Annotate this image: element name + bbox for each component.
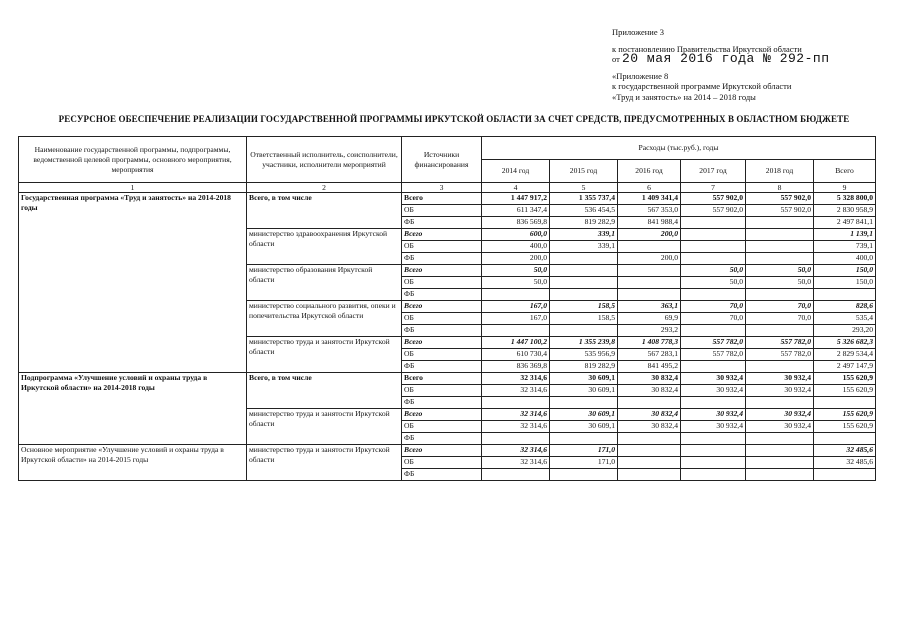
col-number: 4 [482,183,550,193]
col-header-expenses: Расходы (тыс.руб.), годы [482,137,876,160]
source-cell: ФБ [402,397,482,409]
value-cell: 70,0 [746,301,814,313]
value-cell: 1 355 737,4 [550,193,618,205]
value-cell: 1 447 917,2 [482,193,550,205]
year-header: 2017 год [681,160,746,183]
value-cell [814,469,876,481]
value-cell: 536 454,5 [550,205,618,217]
value-cell [550,277,618,289]
executor-cell: министерство труда и занятости Иркутской области [247,409,402,445]
value-cell [482,469,550,481]
value-cell [618,469,681,481]
value-cell [550,433,618,445]
value-cell: 339,1 [550,241,618,253]
value-cell: 32 314,6 [482,457,550,469]
value-cell [746,217,814,229]
value-cell: 30 932,4 [746,409,814,421]
value-cell [681,217,746,229]
value-cell: 50,0 [746,265,814,277]
source-cell: ОБ [402,421,482,433]
value-cell [618,433,681,445]
value-cell [618,265,681,277]
value-cell [746,289,814,301]
value-cell [482,397,550,409]
col-number: 6 [618,183,681,193]
value-cell: 30 609,1 [550,385,618,397]
value-cell [482,325,550,337]
value-cell: 30 932,4 [746,385,814,397]
col-number: 3 [402,183,482,193]
value-cell: 32 314,6 [482,409,550,421]
table-row [19,373,876,385]
executor-cell: министерство образования Иркутской области [247,265,402,301]
value-cell: 32 485,6 [814,445,876,457]
value-cell [746,469,814,481]
value-cell: 167,0 [482,301,550,313]
year-header: 2015 год [550,160,618,183]
value-cell: 30 609,1 [550,373,618,385]
resolution-ref: к постановлению Правительства Иркутской области [612,43,802,54]
value-cell: 828,6 [814,301,876,313]
value-cell: 1 139,1 [814,229,876,241]
value-cell: 400,0 [814,253,876,265]
value-cell: 155 620,9 [814,421,876,433]
value-cell [681,445,746,457]
value-cell [681,457,746,469]
value-cell [681,289,746,301]
value-cell [746,433,814,445]
value-cell [482,289,550,301]
value-cell [550,265,618,277]
value-cell: 567 353,0 [618,205,681,217]
value-cell: 50,0 [482,265,550,277]
value-cell: 535,4 [814,313,876,325]
value-cell: 557 902,0 [681,193,746,205]
value-cell [746,325,814,337]
source-cell: ОБ [402,205,482,217]
source-cell: Всего [402,265,482,277]
value-cell [681,241,746,253]
value-cell: 200,0 [482,253,550,265]
value-cell: 32 314,6 [482,385,550,397]
value-cell: 171,0 [550,445,618,457]
value-cell [618,397,681,409]
appendix-header [612,27,830,102]
value-cell: 557 902,0 [681,205,746,217]
value-cell: 155 620,9 [814,373,876,385]
table-row [19,445,876,457]
value-cell: 30 609,1 [550,409,618,421]
source-cell: Всего [402,229,482,241]
value-cell: 158,5 [550,313,618,325]
value-cell: 2 829 534,4 [814,349,876,361]
col-number: 9 [814,183,876,193]
source-cell: ФБ [402,217,482,229]
value-cell: 2 830 958,9 [814,205,876,217]
value-cell: 557 782,0 [681,337,746,349]
appendix8-label: «Приложение 8 [612,70,669,81]
order-from: от [612,54,620,64]
value-cell: 32 314,6 [482,373,550,385]
program-name-cell: Основное мероприятие «Улучшение условий и охраны труда в Иркутской области» на 2014-2015 годы [19,445,247,481]
value-cell: 819 282,9 [550,217,618,229]
value-cell [746,241,814,253]
value-cell: 2 497 147,9 [814,361,876,373]
source-cell: ФБ [402,433,482,445]
value-cell: 30 932,4 [746,373,814,385]
source-cell: ОБ [402,457,482,469]
value-cell: 557 782,0 [746,349,814,361]
value-cell [681,253,746,265]
col-header-executor: Ответственный исполнитель, соисполнители, участники, исполнители мероприятий [247,137,402,183]
year-header: Всего [814,160,876,183]
source-cell: ФБ [402,289,482,301]
value-cell [746,445,814,457]
value-cell [618,445,681,457]
value-cell: 30 932,4 [681,421,746,433]
order-date: 20 мая 2016 года № 292-пп [621,51,830,66]
source-cell: ФБ [402,253,482,265]
col-number: 5 [550,183,618,193]
value-cell [618,289,681,301]
value-cell: 70,0 [681,313,746,325]
year-header: 2016 год [618,160,681,183]
value-cell: 5 326 682,3 [814,337,876,349]
value-cell: 567 283,1 [618,349,681,361]
value-cell: 841 988,4 [618,217,681,229]
executor-cell: министерство социального развития, опеки и попечительства Иркутской области [247,301,402,337]
program-ref: к государственной программе Иркутской области [612,81,792,91]
appendix-label: Приложение 3 [612,27,664,37]
value-cell: 557 902,0 [746,193,814,205]
table-row [19,193,876,205]
value-cell [550,289,618,301]
value-cell: 600,0 [482,229,550,241]
value-cell [814,433,876,445]
value-cell: 1 355 239,8 [550,337,618,349]
source-cell: ФБ [402,361,482,373]
value-cell: 32 314,6 [482,445,550,457]
executor-cell: Всего, в том числе [247,373,402,409]
value-cell [746,229,814,241]
value-cell: 30 832,4 [618,409,681,421]
value-cell [746,361,814,373]
value-cell: 30 832,4 [618,421,681,433]
executor-cell: министерство труда и занятости Иркутской области [247,445,402,481]
value-cell: 150,0 [814,265,876,277]
source-cell: Всего [402,373,482,385]
year-header: 2018 год [746,160,814,183]
value-cell: 50,0 [482,277,550,289]
program-name: «Труд и занятость» на 2014 – 2018 годы [612,91,756,102]
value-cell: 293,20 [814,325,876,337]
value-cell: 610 730,4 [482,349,550,361]
value-cell: 400,0 [482,241,550,253]
source-cell: Всего [402,445,482,457]
col-number: 1 [19,183,247,193]
value-cell: 30 932,4 [746,421,814,433]
value-cell: 50,0 [681,265,746,277]
value-cell: 2 497 841,1 [814,217,876,229]
executor-cell: Всего, в том числе [247,193,402,229]
source-cell: ФБ [402,469,482,481]
value-cell: 167,0 [482,313,550,325]
value-cell: 293,2 [618,325,681,337]
value-cell [681,397,746,409]
col-number: 7 [681,183,746,193]
program-name-cell: Государственная программа «Труд и занятость» на 2014-2018 годы [19,193,247,373]
value-cell [746,457,814,469]
value-cell: 158,5 [550,301,618,313]
value-cell: 32 485,6 [814,457,876,469]
source-cell: ОБ [402,385,482,397]
value-cell: 70,0 [746,313,814,325]
value-cell [550,469,618,481]
value-cell: 150,0 [814,277,876,289]
value-cell: 30 932,4 [681,373,746,385]
value-cell: 841 495,2 [618,361,681,373]
value-cell: 557 782,0 [746,337,814,349]
value-cell [814,397,876,409]
value-cell: 363,1 [618,301,681,313]
source-cell: ФБ [402,325,482,337]
col-header-name: Наименование государственной программы, подпрограммы, ведомственной целевой программы, основного мероприятия, мероприятия [19,137,247,183]
value-cell [681,469,746,481]
value-cell: 819 282,9 [550,361,618,373]
value-cell [746,397,814,409]
value-cell [681,433,746,445]
executor-cell: министерство здравоохранения Иркутской области [247,229,402,265]
value-cell [681,229,746,241]
value-cell [681,361,746,373]
value-cell: 30 832,4 [618,373,681,385]
value-cell: 1 447 100,2 [482,337,550,349]
program-name-cell: Подпрограмма «Улучшение условий и охраны труда в Иркутской области» на 2014-2018 годы [19,373,247,445]
value-cell: 30 932,4 [681,409,746,421]
source-cell: Всего [402,301,482,313]
value-cell: 50,0 [746,277,814,289]
value-cell: 557 902,0 [746,205,814,217]
source-cell: Всего [402,337,482,349]
source-cell: ОБ [402,277,482,289]
value-cell: 739,1 [814,241,876,253]
value-cell: 836 569,8 [482,217,550,229]
value-cell [618,241,681,253]
value-cell: 1 408 778,3 [618,337,681,349]
source-cell: Всего [402,193,482,205]
value-cell: 171,0 [550,457,618,469]
value-cell: 557 782,0 [681,349,746,361]
order-line [612,51,830,66]
value-cell: 200,0 [618,229,681,241]
source-cell: Всего [402,409,482,421]
value-cell [482,433,550,445]
value-cell [550,397,618,409]
value-cell [618,277,681,289]
value-cell: 339,1 [550,229,618,241]
source-cell: ОБ [402,241,482,253]
value-cell: 69,9 [618,313,681,325]
value-cell: 200,0 [618,253,681,265]
document-title: РЕСУРСНОЕ ОБЕСПЕЧЕНИЕ РЕАЛИЗАЦИИ ГОСУДАРСТВЕННОЙ ПРОГРАММЫ ИРКУТСКОЙ ОБЛАСТИ ЗА СЧЕТ СРЕДСТВ, ПРЕДУСМОТРЕННЫХ В ОБЛАСТНОМ БЮДЖЕТЕ [58,114,850,124]
col-number: 8 [746,183,814,193]
value-cell [550,325,618,337]
value-cell: 30 832,4 [618,385,681,397]
value-cell: 70,0 [681,301,746,313]
value-cell [746,253,814,265]
year-header: 2014 год [482,160,550,183]
value-cell: 155 620,9 [814,409,876,421]
value-cell: 5 328 800,0 [814,193,876,205]
value-cell: 32 314,6 [482,421,550,433]
source-cell: ОБ [402,313,482,325]
value-cell: 30 609,1 [550,421,618,433]
value-cell: 1 409 341,4 [618,193,681,205]
value-cell [550,253,618,265]
value-cell: 611 347,4 [482,205,550,217]
value-cell [618,457,681,469]
value-cell: 535 956,9 [550,349,618,361]
value-cell [681,325,746,337]
value-cell [814,289,876,301]
value-cell: 155 620,9 [814,385,876,397]
col-number: 2 [247,183,402,193]
resource-table [18,136,876,481]
executor-cell: министерство труда и занятости Иркутской области [247,337,402,373]
value-cell: 30 932,4 [681,385,746,397]
value-cell: 836 369,8 [482,361,550,373]
value-cell: 50,0 [681,277,746,289]
source-cell: ОБ [402,349,482,361]
col-header-source: Источники финансирования [402,137,482,183]
